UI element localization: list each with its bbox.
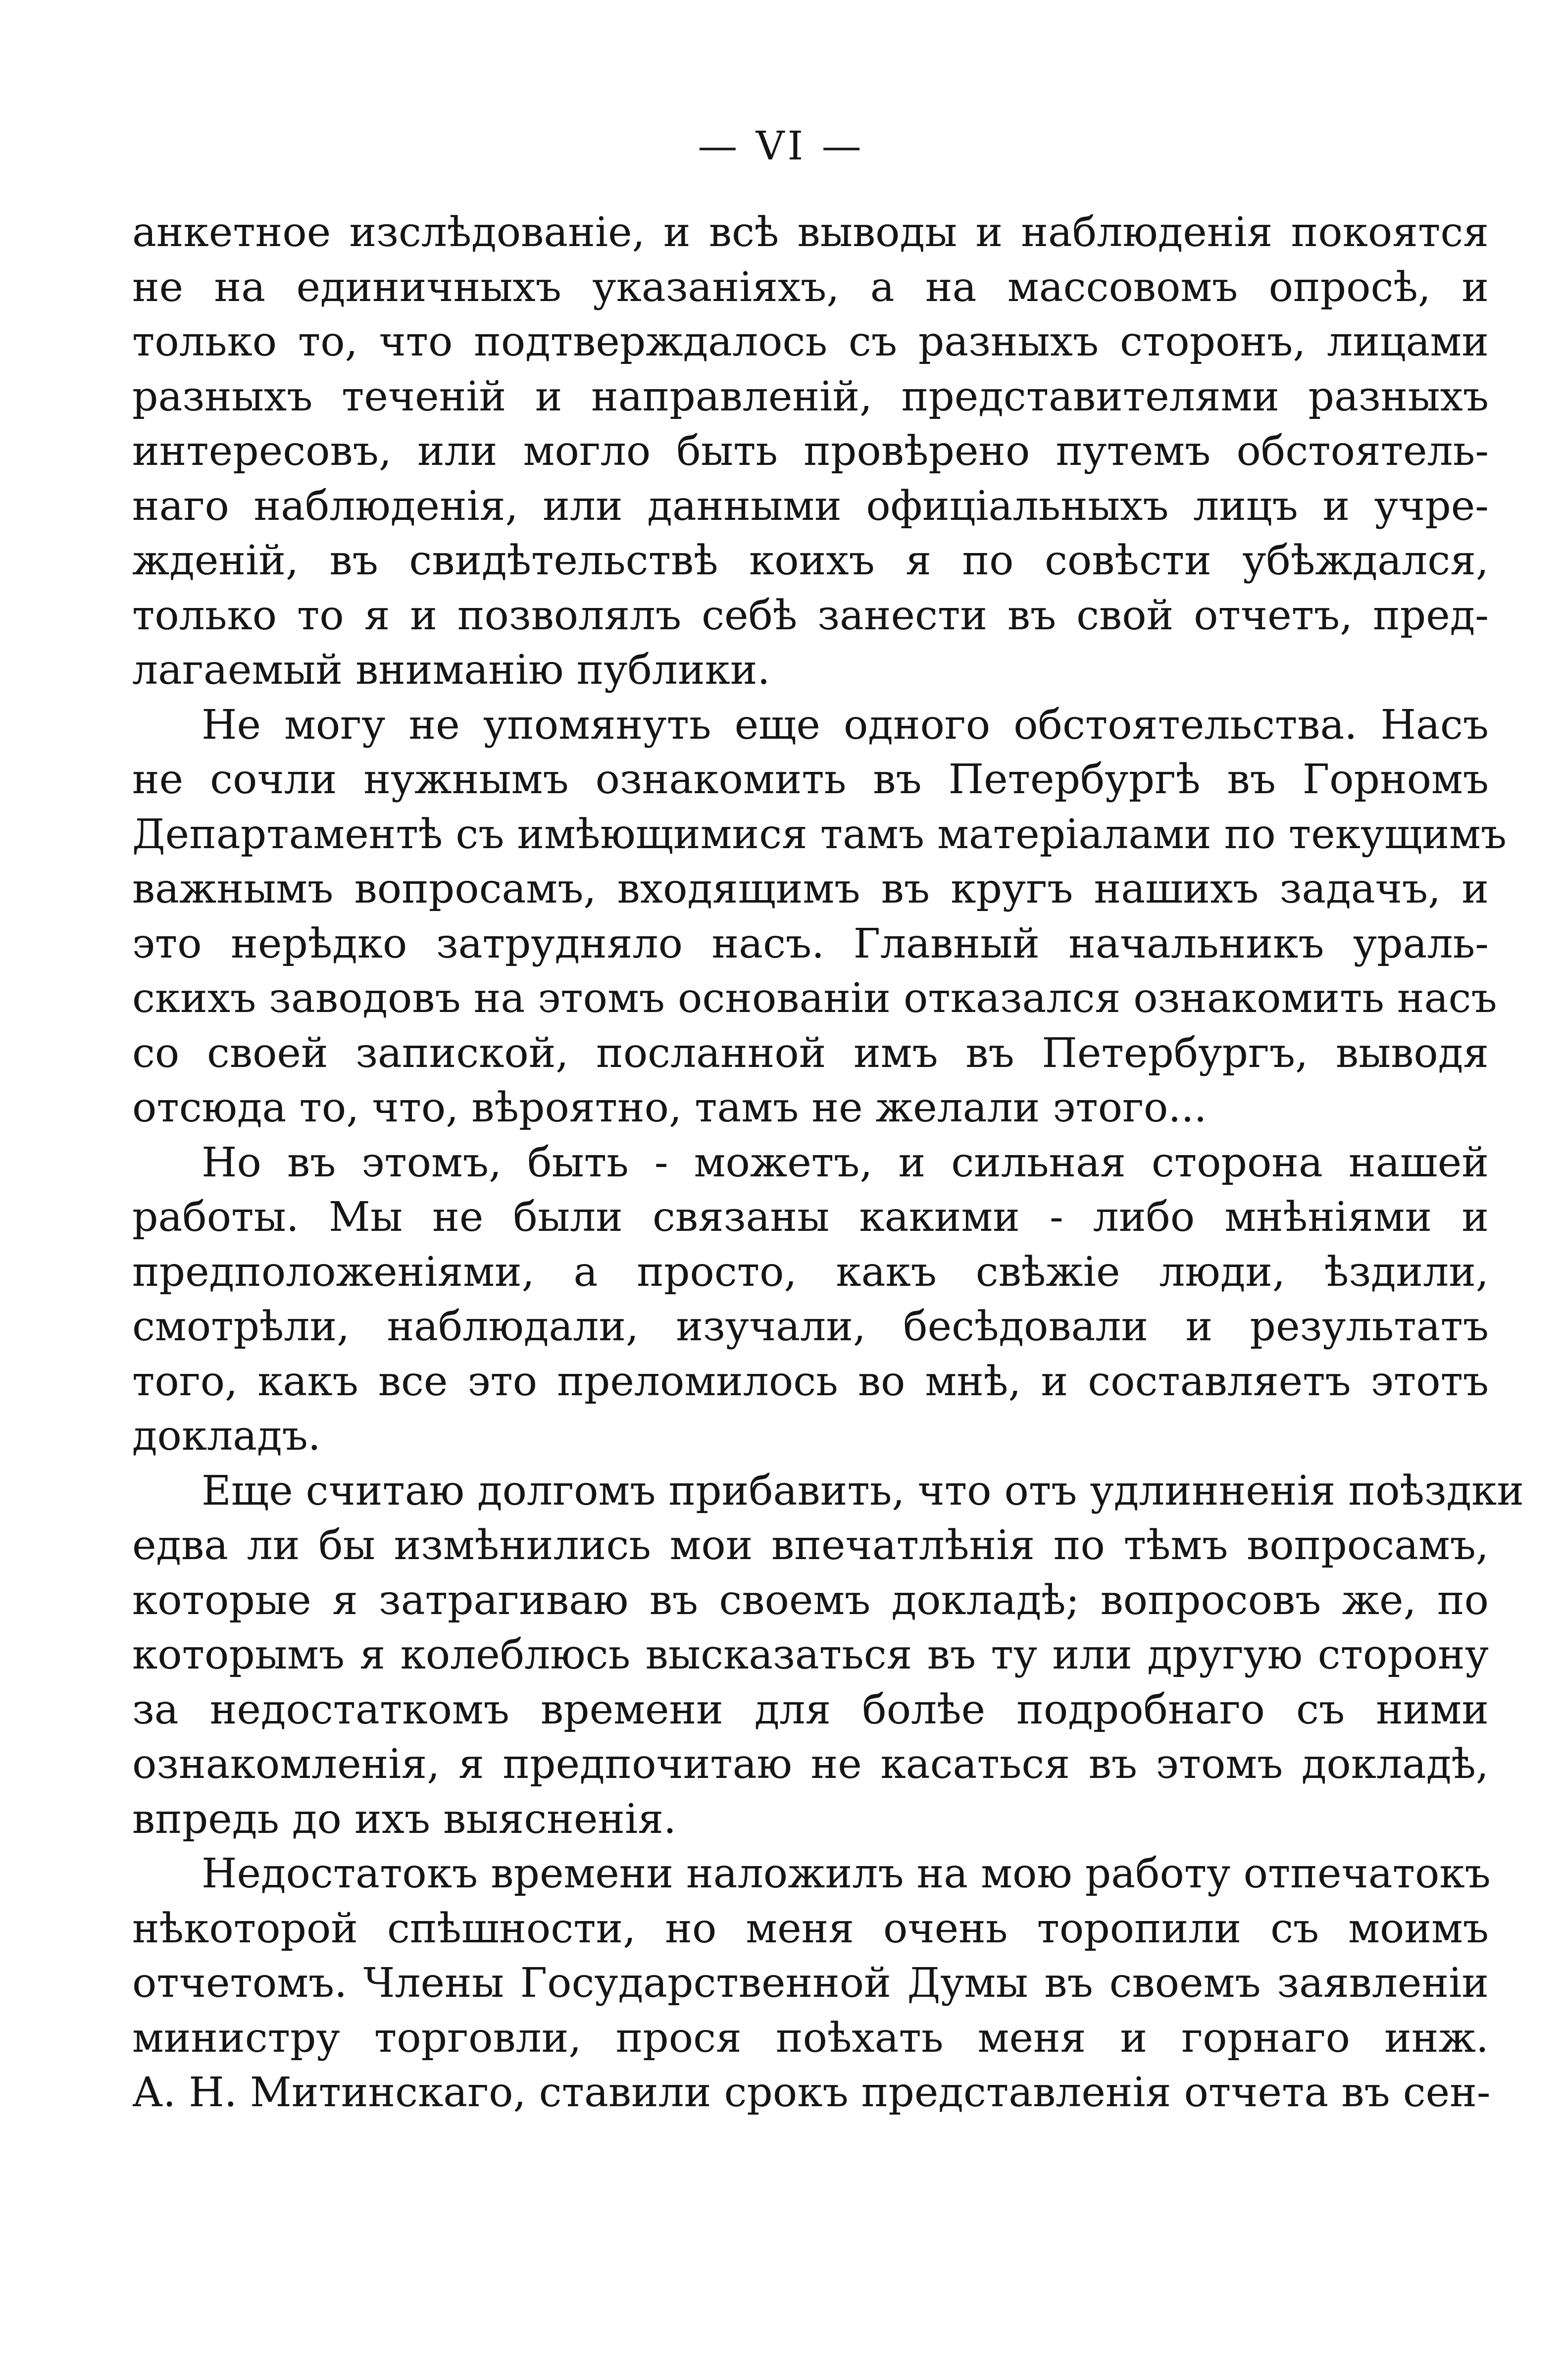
text-line: Еще считаю долгомъ прибавить, что отъ удлинненія поѣздки <box>202 1467 1524 1515</box>
text-line: только то я и позволялъ себѣ занести въ свой отчетъ, пред- <box>132 592 1489 639</box>
text-line: предположеніями, а просто, какъ свѣжіе люди, ѣздили, <box>132 1248 1489 1296</box>
text-line: Департаментѣ съ имѣющимися тамъ матеріалами по текущимъ <box>132 810 1507 858</box>
text-line: того, какъ все это преломилось во мнѣ, и составляетъ этотъ <box>132 1358 1489 1405</box>
paragraph-1 <box>132 205 1489 698</box>
text-line: наго наблюденія, или данными офиціальныхъ лицъ и учре- <box>132 482 1489 530</box>
text-line: нѣкоторой спѣшности, но меня очень торопили съ моимъ <box>132 1905 1489 1952</box>
text-line: докладъ. <box>132 1413 321 1460</box>
text-line: лагаемый вниманію публики. <box>132 647 770 694</box>
text-line: работы. Мы не были связаны какими - либо мнѣніями и <box>132 1194 1489 1241</box>
paragraph-4 <box>132 1464 1524 1847</box>
text-line: впредь до ихъ выясненія. <box>132 1795 677 1843</box>
text-line: анкетное изслѣдованіе, и всѣ выводы и наблюденія покоятся <box>132 209 1489 256</box>
text-line: не сочли нужнымъ ознакомить въ Петербургѣ въ Горномъ <box>132 756 1489 803</box>
text-line: ознакомленія, я предпочитаю не касаться въ этомъ докладѣ, <box>132 1741 1489 1788</box>
text-line: жденій, въ свидѣтельствѣ коихъ я по совѣсти убѣждался, <box>132 537 1489 584</box>
text-line: Недостатокъ времени наложилъ на мою работу отпечатокъ <box>202 1850 1491 1897</box>
text-line: отсюда то, что, вѣроятно, тамъ не желали этого... <box>132 1084 1207 1131</box>
text-line: которые я затрагиваю въ своемъ докладѣ; вопросовъ же, по <box>132 1576 1489 1624</box>
paragraph-2 <box>132 698 1507 1136</box>
text-line: министру торговли, прося поѣхать меня и горнаго инж. <box>132 2014 1489 2062</box>
page-number: — VI — <box>698 123 864 169</box>
text-line: не на единичныхъ указаніяхъ, а на массовомъ опросѣ, и <box>132 263 1489 311</box>
text-line: А. Н. Митинскаго, ставили срокъ представленія отчета въ сен- <box>132 2069 1491 2116</box>
text-line: важнымъ вопросамъ, входящимъ въ кругъ нашихъ задачъ, и <box>132 865 1489 912</box>
text-line: это нерѣдко затрудняло насъ. Главный начальникъ ураль- <box>132 920 1489 967</box>
text-line: скихъ заводовъ на этомъ основаніи отказался ознакомить насъ <box>132 975 1497 1022</box>
text-line: разныхъ теченій и направленій, представителями разныхъ <box>132 373 1489 420</box>
text-line: со своей запиской, посланной имъ въ Петербургъ, выводя <box>132 1029 1489 1077</box>
text-line: смотрѣли, наблюдали, изучали, бесѣдовали и результатъ <box>132 1303 1489 1350</box>
text-line: едва ли бы измѣнились мои впечатлѣнія по тѣмъ вопросамъ, <box>132 1522 1489 1569</box>
text-line: Не могу не упомянуть еще одного обстоятельства. Насъ <box>202 701 1489 749</box>
text-line: которымъ я колеблюсь высказаться въ ту или другую сторону <box>132 1631 1489 1678</box>
paragraph-5 <box>132 1847 1489 2121</box>
text-line: интересовъ, или могло быть провѣрено путемъ обстоятель- <box>132 428 1489 475</box>
text-line: Но въ этомъ, быть - можетъ, и сильная сторона нашей <box>202 1139 1489 1186</box>
text-line: отчетомъ. Члены Государственной Думы въ своемъ заявленіи <box>132 1960 1489 2007</box>
text-line: только то, что подтверждалось съ разныхъ сторонъ, лицами <box>132 318 1489 365</box>
paragraph-3 <box>132 1136 1489 1464</box>
text-line: за недостаткомъ времени для болѣе подробнаго съ ними <box>132 1686 1489 1733</box>
body-text <box>132 205 1524 2121</box>
